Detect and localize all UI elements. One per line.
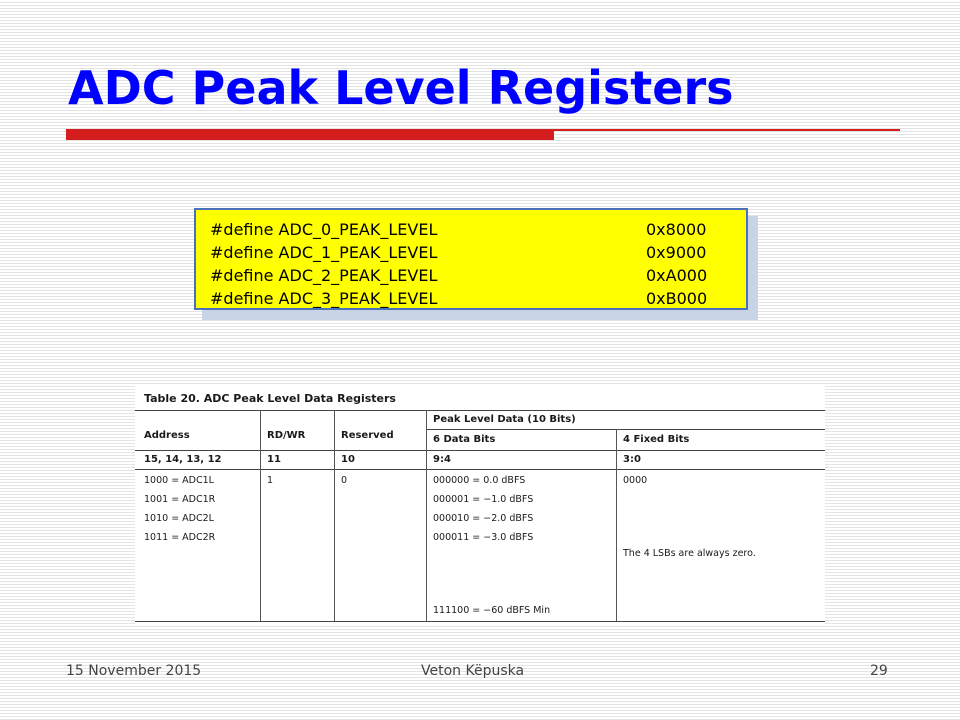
register-table [135, 384, 825, 625]
footer-author: Veton Këpuska [421, 663, 525, 679]
header-peak-level-data: Peak Level Data (10 Bits) [433, 414, 576, 425]
table-rule-bits [135, 469, 825, 470]
bits-address: 15, 14, 13, 12 [144, 454, 222, 465]
header-fixed-bits: 4 Fixed Bits [623, 434, 690, 445]
header-data-bits: 6 Data Bits [433, 434, 496, 445]
define-value: 0xA000 [646, 266, 708, 285]
title-underline-thin [554, 129, 900, 131]
define-value: 0xB000 [646, 289, 708, 308]
fixed-note: The 4 LSBs are always zero. [623, 548, 756, 559]
title-underline-thick [66, 129, 554, 140]
bits-rdwr: 11 [267, 454, 281, 465]
address-list [144, 471, 215, 547]
table-rule-header [135, 450, 825, 451]
table-rule-group [426, 429, 825, 430]
address-value: 1011 = ADC2R [144, 532, 216, 543]
address-value: 1010 = ADC2L [144, 513, 214, 524]
footer-page-number: 29 [870, 663, 888, 679]
table-col-divider [260, 410, 261, 621]
data-value-list [433, 471, 533, 547]
define-name: #define ADC_2_PEAK_LEVEL [210, 266, 438, 285]
code-line [210, 241, 746, 264]
reserved-value: 0 [341, 475, 348, 486]
define-value: 0x8000 [646, 220, 707, 239]
code-box [194, 208, 748, 310]
data-value: 000001 = −1.0 dBFS [433, 494, 534, 505]
define-name: #define ADC_3_PEAK_LEVEL [210, 289, 438, 308]
table-rule-top [135, 410, 825, 411]
table-col-divider [616, 429, 617, 621]
address-value: 1001 = ADC1R [144, 494, 216, 505]
footer-date: 15 November 2015 [66, 663, 202, 679]
address-value: 1000 = ADC1L [144, 475, 214, 486]
bits-data: 9:4 [433, 454, 451, 465]
data-value: 000011 = −3.0 dBFS [433, 532, 534, 543]
table-col-divider [426, 410, 427, 621]
header-address: Address [144, 430, 190, 441]
rdwr-value: 1 [267, 475, 274, 486]
slide-title: ADC Peak Level Registers [68, 61, 734, 115]
define-name: #define ADC_1_PEAK_LEVEL [210, 243, 438, 262]
table-rule-bottom [135, 621, 825, 622]
header-rdwr: RD/WR [267, 430, 306, 441]
table-col-divider [334, 410, 335, 621]
data-value: 000010 = −2.0 dBFS [433, 513, 534, 524]
bits-reserved: 10 [341, 454, 355, 465]
define-name: #define ADC_0_PEAK_LEVEL [210, 220, 438, 239]
header-reserved: Reserved [341, 430, 394, 441]
code-line [210, 264, 746, 287]
table-caption: Table 20. ADC Peak Level Data Registers [144, 392, 396, 405]
fixed-value: 0000 [623, 475, 648, 486]
bits-fixed: 3:0 [623, 454, 641, 465]
code-line [210, 287, 746, 310]
code-line [210, 218, 746, 241]
data-min-value: 111100 = −60 dBFS Min [433, 605, 551, 616]
define-value: 0x9000 [646, 243, 707, 262]
data-value: 000000 = 0.0 dBFS [433, 475, 526, 486]
